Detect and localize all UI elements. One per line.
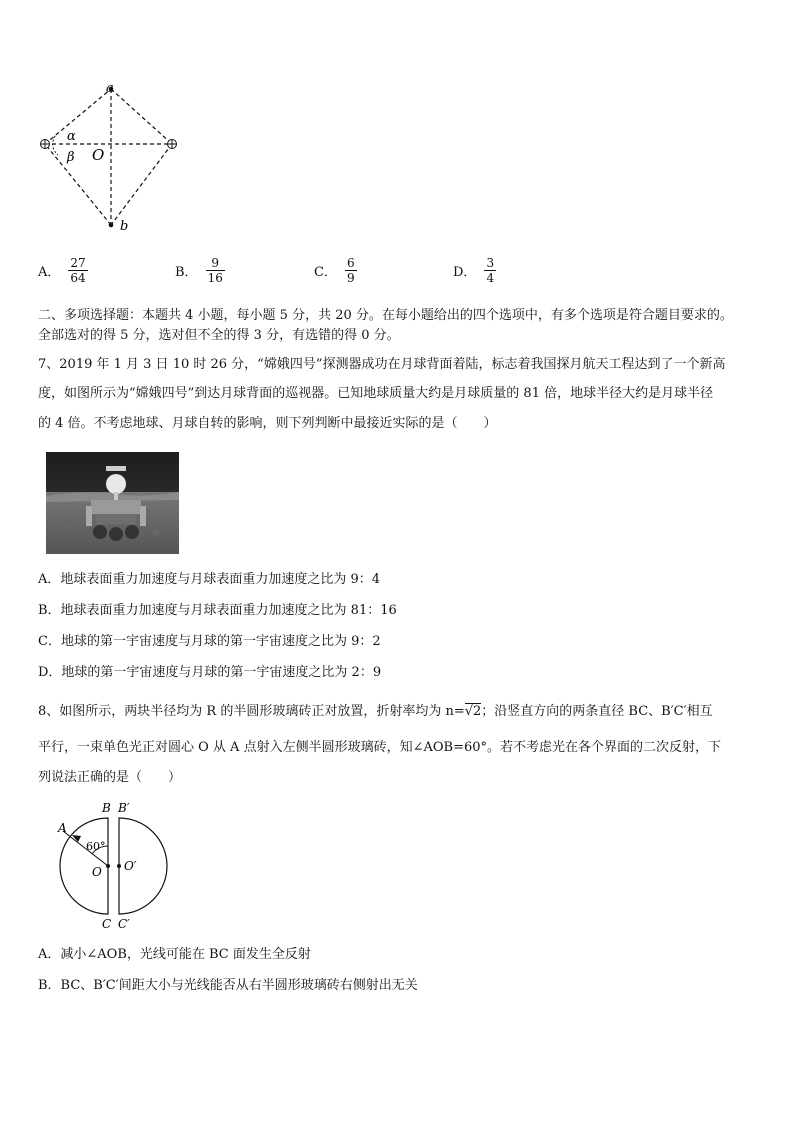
section2-line1: 二、多项选择题：本题共 4 小题，每小题 5 分，共 20 分。在每小题给出的四个选项中，有多个选项是符合题目要求的。 <box>38 308 733 323</box>
right-charge-icon <box>168 140 177 149</box>
point-a-label: a <box>106 81 114 96</box>
lunar-rover-photo <box>46 452 179 554</box>
angle-label: 60° <box>86 840 106 853</box>
point-b-label: B <box>102 801 111 815</box>
q7-stem-line1: 7、2019 年 1 月 3 日 10 时 26 分，“嫦娥四号”探测器成功在月球背面着陆，标志着我国探月航天工程达到了一个新高 <box>38 357 726 372</box>
q7-option-d[interactable]: D．地球的第一宇宙速度与月球的第一宇宙速度之比为 2：9 <box>38 665 382 680</box>
fraction: $\frac{9}{16}$ <box>207 256 223 285</box>
sqrt-two: √2 <box>464 704 482 719</box>
q8-stem-line3: 列说法正确的是（ ） <box>38 770 182 785</box>
section2-line2: 全部选对的得 5 分，选对但不全的得 3 分，有选错的得 0 分。 <box>38 328 400 343</box>
q8-option-b[interactable]: B．BC、B′C′间距大小与光线能否从右半圆形玻璃砖右侧射出无关 <box>38 978 418 993</box>
q8-stem-line1: 8、如图所示，两块半径均为 R 的半圆形玻璃砖正对放置，折射率均为 n=√2；沿竖直方向的两条直径 BC、B′C′相互 <box>38 704 713 719</box>
fraction: $\frac{6}{9}$ <box>346 256 355 285</box>
alpha-label: α <box>67 129 76 144</box>
point-c-label: C <box>102 917 112 931</box>
q6-option-d[interactable]: D． $\frac{3}{4}$ <box>453 256 495 285</box>
q7-option-c[interactable]: C．地球的第一宇宙速度与月球的第一宇宙速度之比为 9：2 <box>38 634 381 649</box>
q7-option-b[interactable]: B．地球表面重力加速度与月球表面重力加速度之比为 81：16 <box>38 603 397 618</box>
q6-option-a[interactable]: A． $\frac{27}{64}$ <box>38 256 86 285</box>
center-o-label: O <box>92 146 105 164</box>
center-o-label: O <box>92 865 102 879</box>
point-a-label: A <box>58 821 67 835</box>
fraction: $\frac{27}{64}$ <box>70 256 86 285</box>
fraction: $\frac{3}{4}$ <box>486 256 495 285</box>
q6-option-c[interactable]: C． $\frac{6}{9}$ <box>314 256 355 285</box>
center-o-prime-label: O′ <box>124 859 137 873</box>
q7-stem-line2: 度，如图所示为“嫦娥四号”到达月球背面的巡视器。已知地球质量大约是月球质量的 81 倍，地球半径大约是月球半径 <box>38 386 714 401</box>
beta-label: β <box>67 150 75 165</box>
point-c-prime-label: C′ <box>118 917 130 931</box>
q7-option-a[interactable]: A．地球表面重力加速度与月球表面重力加速度之比为 9：4 <box>38 572 381 587</box>
left-charge-icon <box>41 140 50 149</box>
point-b-label: b <box>120 219 129 234</box>
q7-stem-line3: 的 4 倍。不考虑地球、月球自转的影响，则下列判断中最接近实际的是（ ） <box>38 416 497 431</box>
q6-option-b[interactable]: B． $\frac{9}{16}$ <box>175 256 223 285</box>
figure-semicircle-glass <box>48 798 178 936</box>
q8-stem-line2: 平行，一束单色光正对圆心 O 从 A 点射入左侧半圆形玻璃砖，知∠AOB=60°。若不考虑光在各个界面的二次反射，下 <box>38 740 722 755</box>
figure-charges-diagram <box>30 75 200 240</box>
q8-option-a[interactable]: A．减小∠AOB，光线可能在 BC 面发生全反射 <box>38 947 311 962</box>
point-b-prime-label: B′ <box>118 801 130 815</box>
